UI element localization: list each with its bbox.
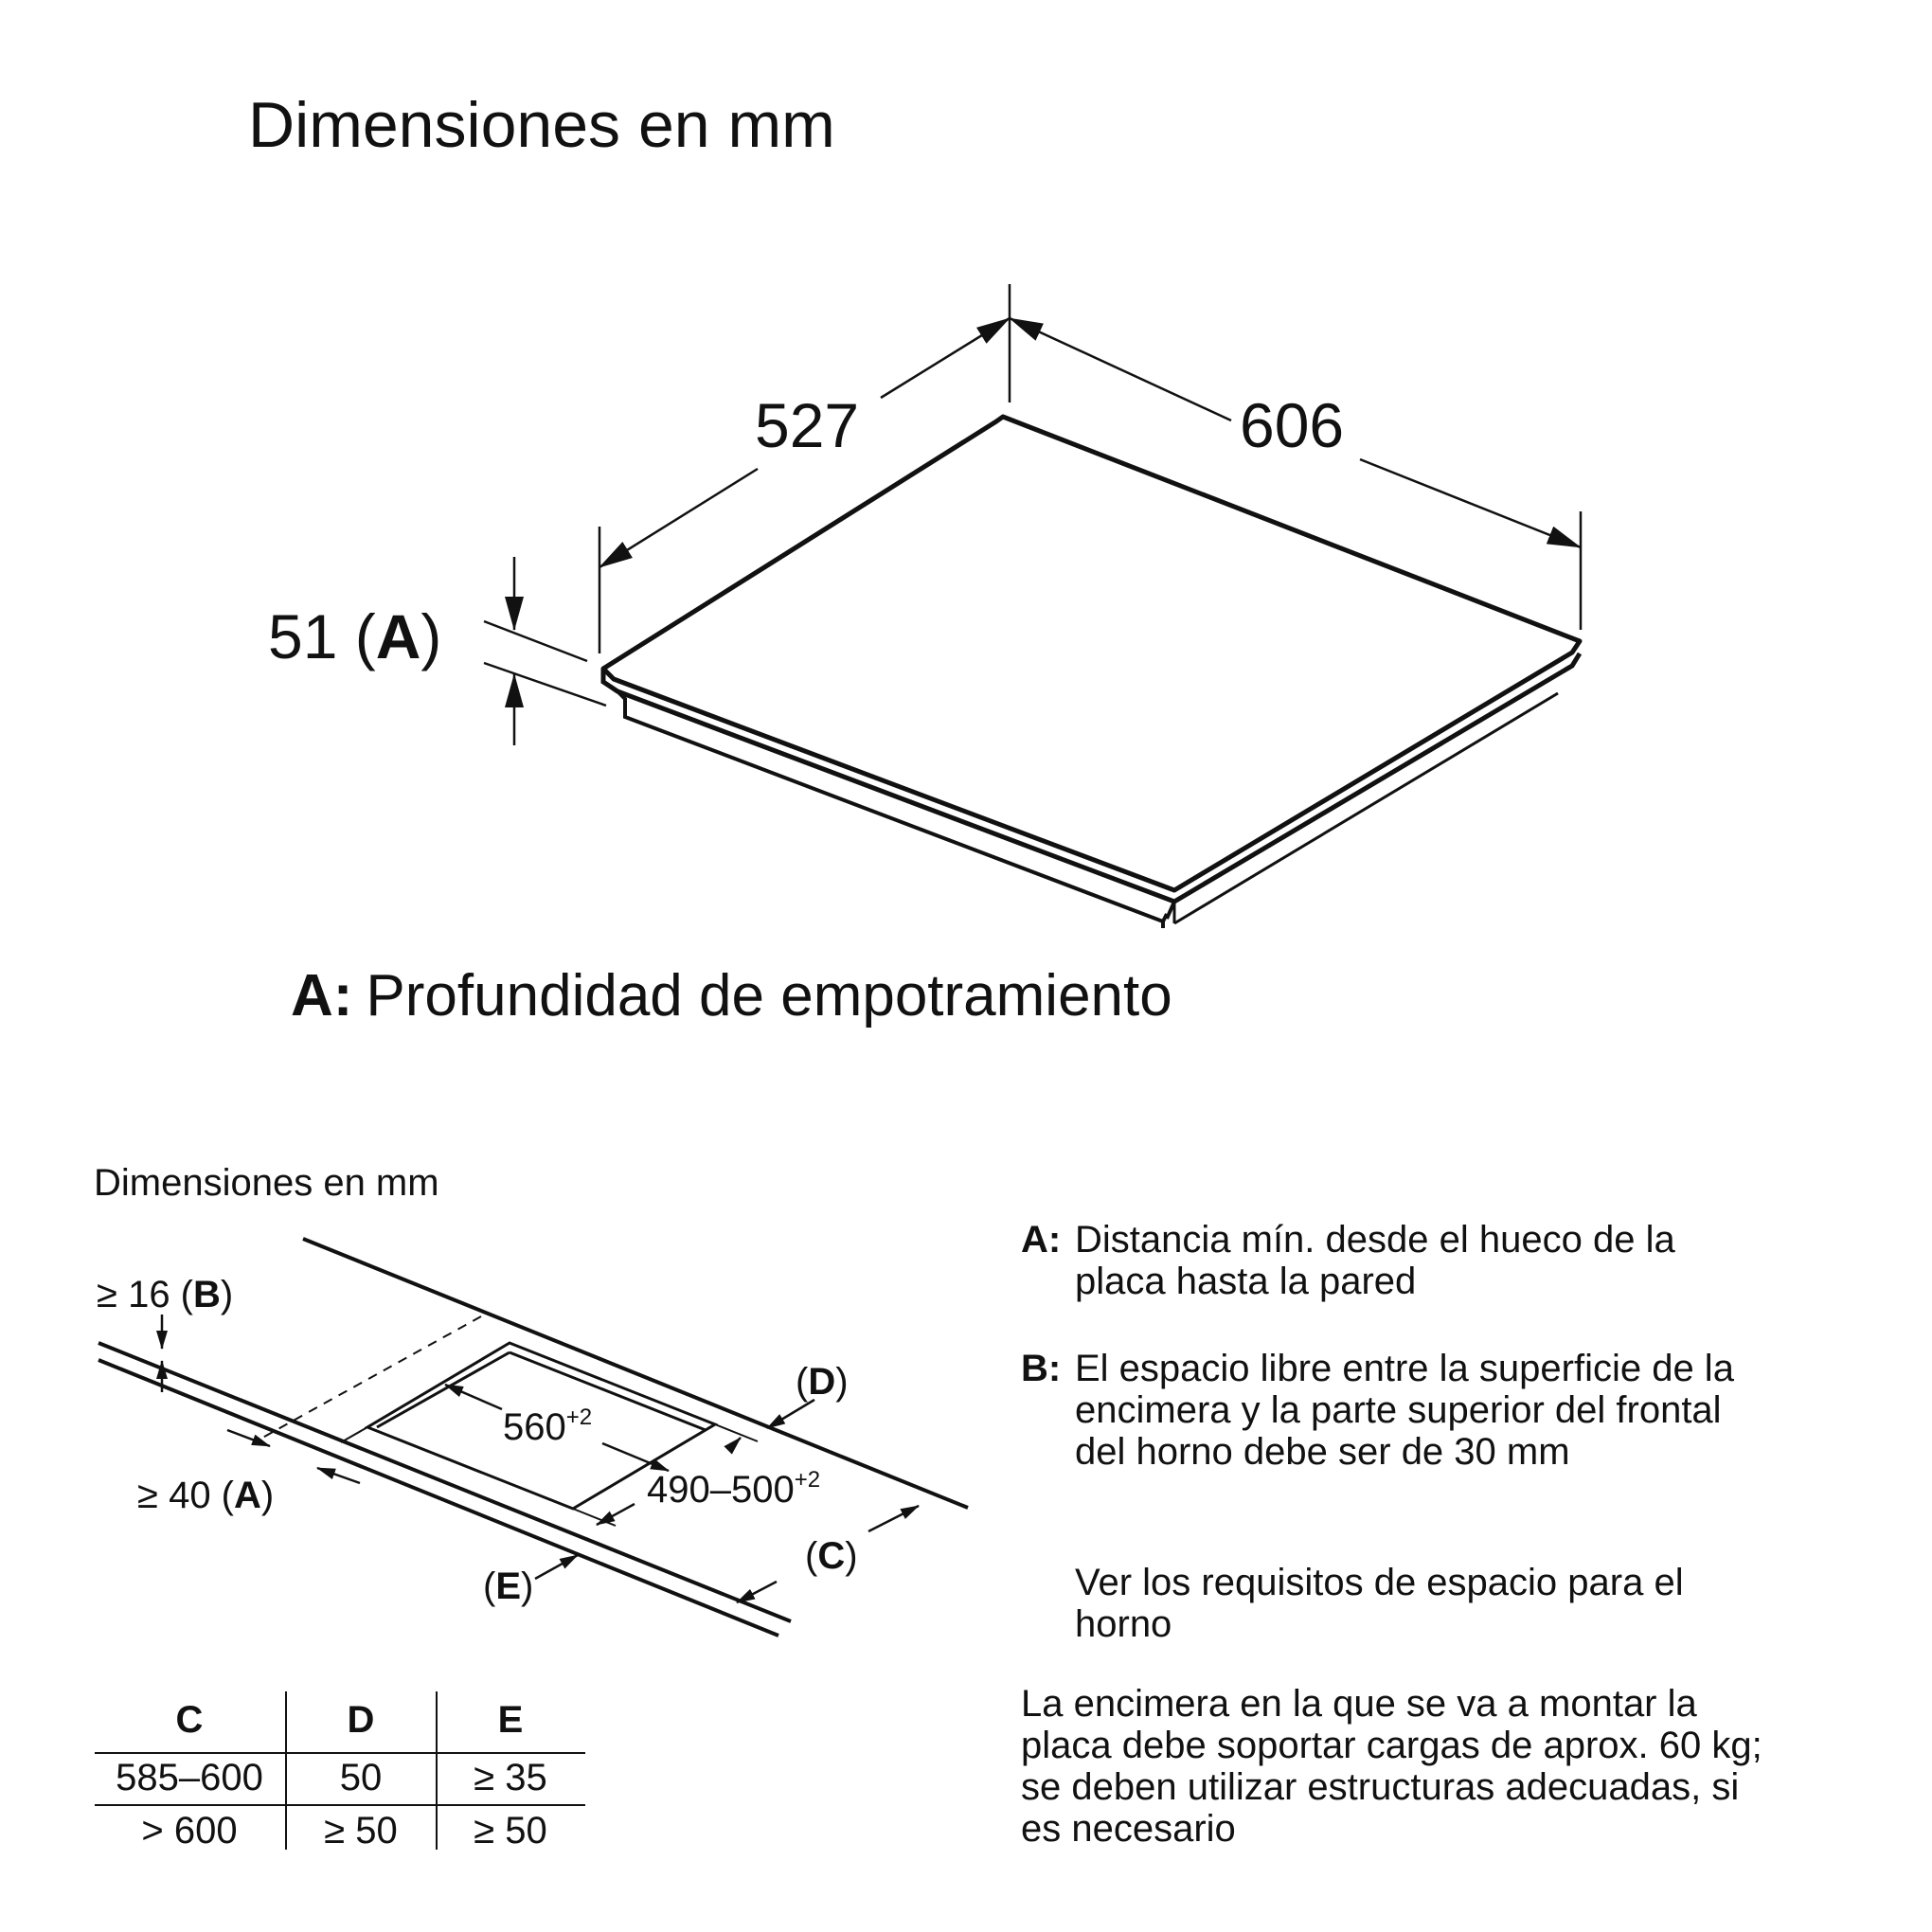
dim-line-527-b — [881, 318, 1010, 398]
dim-490-line-a — [729, 1438, 741, 1449]
countertop-back-edge — [303, 1239, 968, 1508]
dim-527-label: 527 — [755, 390, 860, 460]
top-title: Dimensiones en mm — [248, 89, 835, 161]
note-oven-line: Ver los requisitos de espacio para el — [1075, 1562, 1684, 1603]
note-load-line: placa debe soportar cargas de aprox. 60 kg; — [1021, 1725, 1762, 1766]
note-b-key: B: — [1021, 1348, 1062, 1389]
hob-body — [617, 691, 1174, 928]
note-a-key: A: — [1021, 1219, 1062, 1261]
top-caption: A: Profundidad de empotramiento — [291, 963, 1172, 1029]
dim-490-500-label: $490-500^{+2}$ — [647, 1467, 821, 1511]
dim-line-606-b — [1360, 459, 1581, 547]
dim-490-line-b — [597, 1504, 635, 1525]
notes — [1021, 1219, 1762, 1850]
dim-line-527-a — [599, 469, 758, 567]
top-dimension-lines — [484, 284, 1581, 745]
note-b-line: del horno debe ser de 30 mm — [1075, 1431, 1570, 1473]
table-header-c: C — [175, 1699, 204, 1741]
table-header-d: D — [347, 1699, 375, 1741]
table-cell: 50 — [339, 1757, 383, 1798]
table-cell: > 600 — [141, 1810, 238, 1852]
hob-drawing — [603, 417, 1580, 928]
hob-front-edge — [603, 653, 1580, 902]
table-header-e: E — [497, 1699, 524, 1741]
note-load-line: La encimera en la que se va a montar la — [1021, 1683, 1697, 1725]
table-cell: 585–600 — [116, 1757, 263, 1798]
label-b: ≥ 16 (B) — [97, 1274, 234, 1315]
dim-560-line-a — [445, 1385, 502, 1409]
hob-body-side — [1174, 693, 1558, 923]
note-b-line: El espacio libre entre la superficie de la — [1075, 1348, 1734, 1389]
label-d: (D) — [796, 1361, 849, 1403]
note-load-line: se deben utilizar estructuras adecuadas, si — [1021, 1766, 1740, 1808]
dim-560-label: $560^{+2}$ — [503, 1404, 593, 1448]
clearance-table — [95, 1691, 585, 1852]
label-e: (E) — [483, 1565, 534, 1607]
table-cell: ≥ 35 — [474, 1757, 547, 1798]
note-b-line: encimera y la parte superior del frontal — [1075, 1389, 1722, 1431]
note-load-line: es necesario — [1021, 1808, 1236, 1850]
label-c: (C) — [805, 1535, 858, 1577]
dim-606-label: 606 — [1240, 390, 1345, 460]
label-a: ≥ 40 (A) — [137, 1475, 275, 1516]
note-a-line: Distancia mín. desde el hueco de la — [1075, 1219, 1675, 1261]
table-cell: ≥ 50 — [474, 1810, 547, 1852]
note-a-line: placa hasta la pared — [1075, 1261, 1417, 1302]
dim-line-606-a — [1010, 318, 1231, 420]
table-cell: ≥ 50 — [324, 1810, 398, 1852]
dim-51-label: 51 (A) — [268, 601, 442, 671]
bottom-title: Dimensiones en mm — [94, 1162, 439, 1204]
note-oven-line: horno — [1075, 1603, 1172, 1645]
